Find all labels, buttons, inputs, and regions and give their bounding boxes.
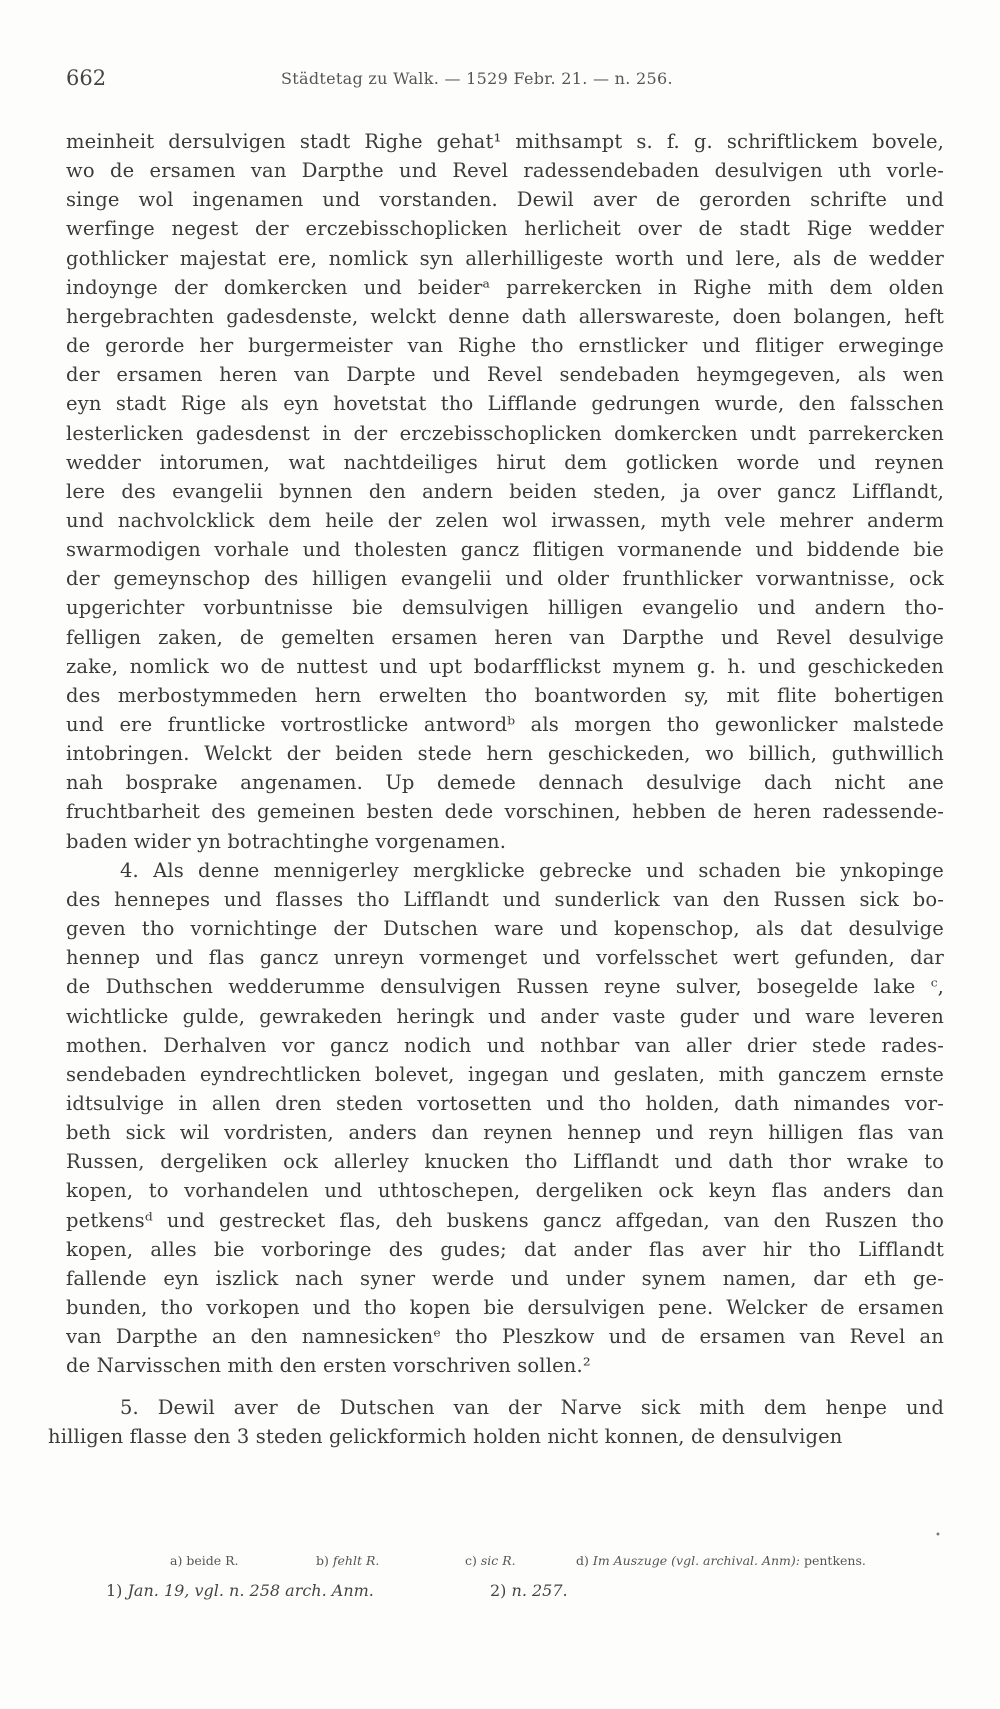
text-line: beth sick wil vordristen, anders dan reynen hennep und reyn hilligen flas van xyxy=(66,1121,944,1145)
text-line: de gerorde her burgermeister van Righe tho ernstlicker und flitiger erweginge xyxy=(66,334,944,357)
page-header xyxy=(66,66,936,100)
text-line: petkensᵈ und gestrecket flas, deh buskens gancz affgedan, van den Ruszen tho xyxy=(66,1208,944,1232)
text-line: upgerichter vorbuntnisse bie demsulvigen hilligen evangelio und andern tho- xyxy=(66,596,944,620)
text-line: de Narvisschen mith den ersten vorschriven sollen.² xyxy=(66,1354,591,1378)
text-line: nah bosprake angenamen. Up demede dennach desulvige dach nicht ane xyxy=(66,771,944,795)
text-line: hergebrachten gadesdenste, welckt denne dath allerswareste, doen bolangen, heft xyxy=(66,304,944,328)
text-line: wichtlicke gulde, gewrakeden heringk und ander vaste guder und ware leveren xyxy=(66,1004,944,1028)
text-line: lere des evangelii bynnen den andern beiden steden, ja over gancz Lifflandt, xyxy=(66,479,944,503)
footnote-d: d) Im Auszuge (vgl. archival. Anm): pentkens. xyxy=(576,1553,866,1568)
text-line: felligen zaken, de gemelten ersamen heren van Darpthe und Revel desulvige xyxy=(66,625,944,649)
text-line: wo de ersamen van Darpthe und Revel radessendebaden desulvigen uth vorle- xyxy=(66,159,944,183)
text-line: gothlicker majestat ere, nomlick syn allerhilligeste worth und lere, als de wedder xyxy=(66,246,944,270)
text-line: mothen. Derhalven vor gancz nodich und nothbar van aller drier stede rades- xyxy=(66,1033,944,1057)
text-line: hennep und flas gancz unreyn vormenget und vorfelsschet wert gefunden, dar xyxy=(66,946,944,970)
text-line: der ersamen heren van Darpte und Revel sendebaden heymgegeven, als wen xyxy=(66,363,944,387)
text-line: de Duthschen wedderumme densulvigen Russen reyne sulver, bosegelde lake ᶜ, xyxy=(66,975,944,999)
text-line: 4. Als denne mennigerley mergklicke gebrecke und schaden bie ynkopinge xyxy=(120,858,944,882)
text-line: und nachvolcklick dem heile der zelen wol irwassen, myth vele mehrer anderm xyxy=(66,508,944,532)
text-line: baden wider yn botrachtinghe vorgenamen. xyxy=(66,829,507,853)
text-line: eyn stadt Rige als eyn hovetstat tho Lifflande gedrungen wurde, den falsschen xyxy=(66,392,944,416)
text-line: werfinge negest der erczebisschoplicken herlicheit over de stadt Rige wedder xyxy=(66,217,944,241)
text-line: fruchtbarheit des gemeinen besten dede vorschinen, hebben de heren radessende- xyxy=(66,800,944,824)
text-line: van Darpthe an den namnesickenᵉ tho Pleszkow und de ersamen van Revel an xyxy=(66,1325,944,1349)
text-line: fallende eyn iszlick nach syner werde und under synem namen, dar eth ge- xyxy=(66,1266,944,1290)
text-line: singe wol ingenamen und vorstanden. Dewil aver de gerorden schrifte und xyxy=(66,188,944,212)
text-line: intobringen. Welckt der beiden stede hern geschickeden, wo billich, guthwillich xyxy=(66,742,944,766)
footnote-2: 2) n. 257. xyxy=(490,1581,568,1600)
text-line: und ere fruntlicke vortrostlicke antwordᵇ als morgen tho gewonlicker malstede xyxy=(66,713,944,736)
text-line: hilligen flasse den 3 steden gelickformich holden nicht konnen, de densulvigen xyxy=(48,1424,843,1448)
text-line: Russen, dergeliken ock allerley knucken tho Lifflandt und dath thor wrake to xyxy=(66,1150,944,1174)
text-line: geven tho vornichtinge der Dutschen ware und kopenschop, als dat desulvige xyxy=(66,917,944,940)
text-line: sendebaden eyndrechtlicken bolevet, ingegan und geslaten, mith ganczem ernste xyxy=(66,1062,944,1086)
text-line: kopen, alles bie vorboringe des gudes; dat ander flas aver hir tho Lifflandt xyxy=(66,1237,944,1261)
stray-mark: • xyxy=(935,1530,941,1541)
text-line: meinheit dersulvigen stadt Righe gehat¹ mithsampt s. f. g. schriftlickem bovele, xyxy=(66,130,944,153)
text-line: der gemeynschop des hilligen evangelii und older frunthlicker vorwantnisse, ock xyxy=(66,567,944,591)
footnote-b: b) fehlt R. xyxy=(316,1553,380,1568)
page-number: 662 xyxy=(66,66,107,90)
text-line: kopen, to vorhandelen und uthtoschepen, dergeliken ock keyn flas anders dan xyxy=(66,1179,944,1203)
running-title: Städtetag zu Walk. — 1529 Febr. 21. — n. 256. xyxy=(281,69,673,88)
text-line: wedder intorumen, wat nachtdeiliges hirut dem gotlicken worde und reynen xyxy=(66,450,944,474)
text-line: idtsulvige in allen dren steden vortosetten und tho holden, dath nimandes vor- xyxy=(66,1091,944,1115)
text-line: bunden, tho vorkopen und tho kopen bie dersulvigen pene. Welcker de ersamen xyxy=(66,1296,944,1319)
text-line: des hennepes und flasses tho Lifflandt und sunderlick van den Russen sick bo- xyxy=(66,887,944,911)
text-line: indoynge der domkercken und beiderᵃ parrekercken in Righe mith dem olden xyxy=(66,275,944,299)
text-line: des merbostymmeden hern erwelten tho boantworden sy, mit flite bohertigen xyxy=(66,683,944,707)
text-line: swarmodigen vorhale und tholesten gancz flitigen vormanende und biddende bie xyxy=(66,538,944,562)
text-line: zake, nomlick wo de nuttest und upt bodarfflickst mynem g. h. und geschickeden xyxy=(66,654,944,678)
footnote-a: a) beide R. xyxy=(170,1553,239,1568)
text-line: lesterlicken gadesdenst in der erczebisschoplicken domkercken undt parrekercken xyxy=(66,421,944,445)
footnote-c: c) sic R. xyxy=(465,1553,516,1568)
footnote-1: 1) Jan. 19, vgl. n. 258 arch. Anm. xyxy=(106,1581,374,1600)
text-line: 5. Dewil aver de Dutschen van der Narve sick mith dem henpe und xyxy=(120,1395,944,1419)
